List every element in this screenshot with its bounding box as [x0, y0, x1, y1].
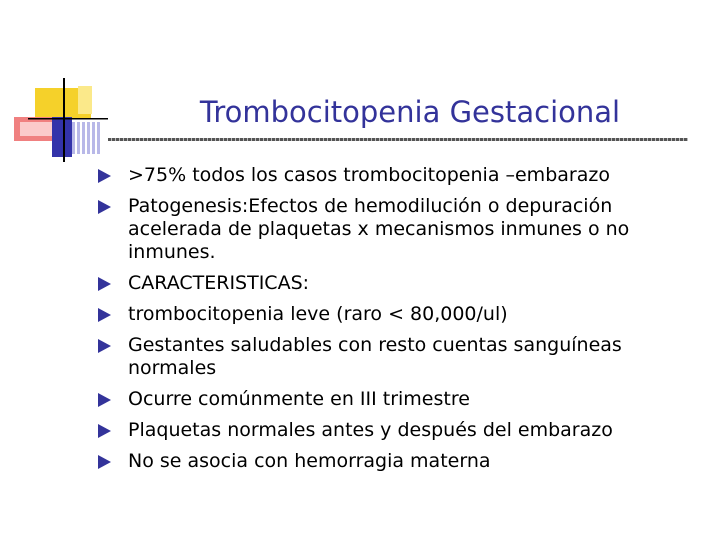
- list-item: [98, 164, 698, 187]
- triangle-bullet-icon: [98, 277, 111, 291]
- triangle-bullet-icon: [98, 169, 111, 183]
- color-blocks-graphic: [0, 0, 120, 170]
- bullet-text: >75% todos los casos trombocitopenia –embarazo: [128, 164, 610, 186]
- bullet-text: Plaquetas normales antes y después del embarazo: [128, 419, 613, 441]
- triangle-bullet-icon: [98, 393, 111, 407]
- bullet-text: No se asocia con hemorragia materna: [128, 450, 491, 472]
- bullet-text: trombocitopenia leve (raro < 80,000/ul): [128, 303, 508, 325]
- slide-title: Trombocitopenia Gestacional: [199, 95, 621, 129]
- bullet-text: Ocurre comúnmente en III trimestre: [128, 388, 470, 410]
- list-item: [98, 195, 698, 264]
- triangle-bullet-icon: [98, 339, 111, 353]
- list-item: [98, 450, 698, 473]
- bullet-list: [98, 164, 698, 481]
- list-item: [98, 303, 698, 326]
- bullet-text: Patogenesis:Efectos de hemodilución o depuración acelerada de plaquetas x mecanismos inmunes o no inmunes.: [128, 195, 630, 263]
- bullet-text: Gestantes saludables con resto cuentas sanguíneas normales: [128, 334, 622, 379]
- bullet-text: CARACTERISTICAS:: [128, 272, 310, 294]
- list-item: [98, 388, 698, 411]
- list-item: [98, 272, 698, 295]
- triangle-bullet-icon: [98, 455, 111, 469]
- list-item: [98, 334, 698, 380]
- triangle-bullet-icon: [98, 200, 111, 214]
- triangle-bullet-icon: [98, 424, 111, 438]
- title-divider: [108, 138, 688, 141]
- triangle-bullet-icon: [98, 308, 111, 322]
- list-item: [98, 419, 698, 442]
